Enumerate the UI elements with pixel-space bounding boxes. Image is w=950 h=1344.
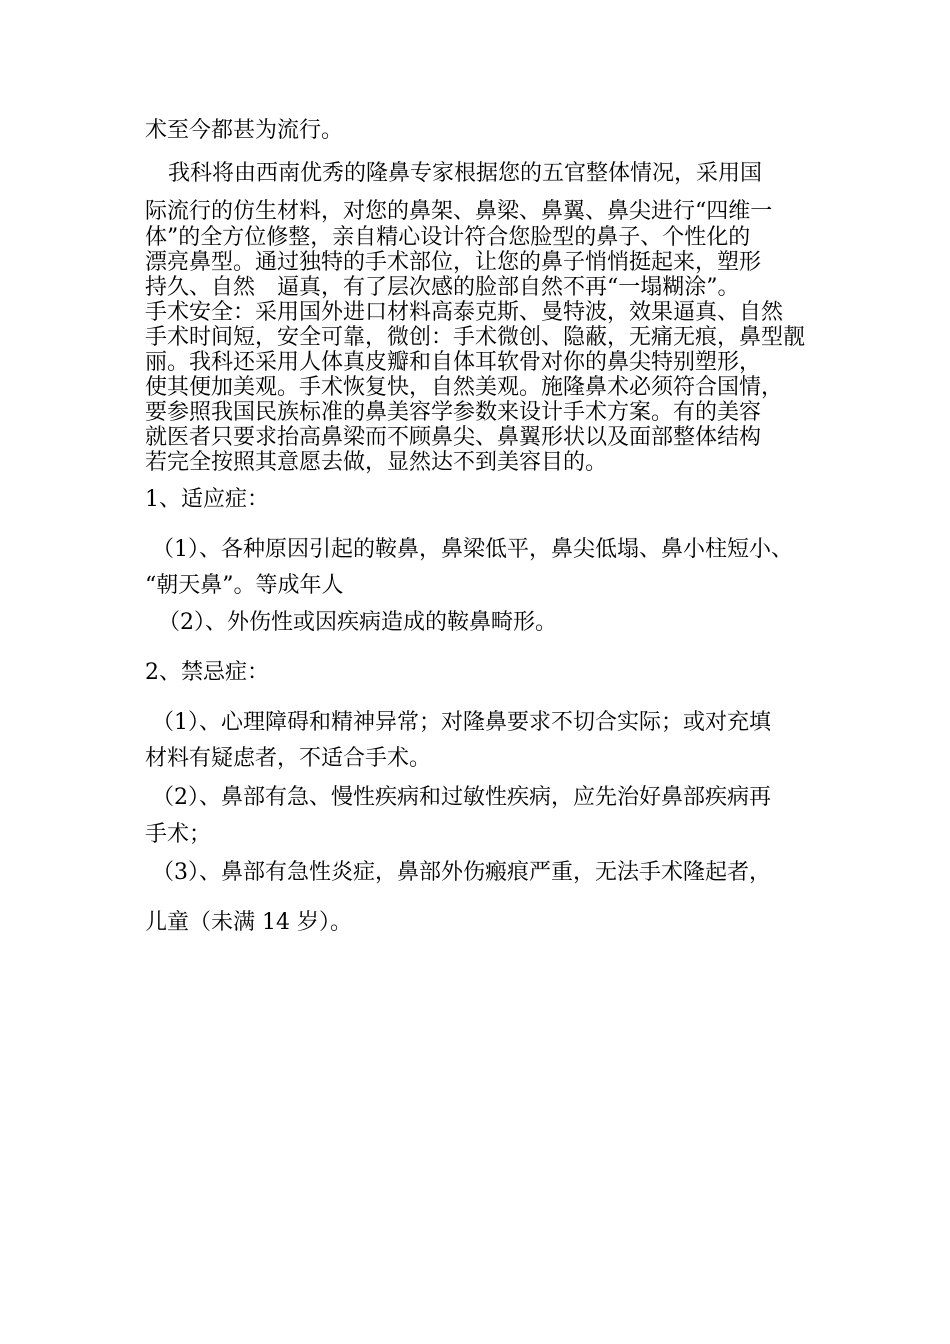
text-line: 漂亮鼻型。通过独特的手术部位，让您的鼻子悄悄挺起来，塑形 bbox=[145, 250, 762, 275]
text-line: 持久、自然 逼真，有了层次感的脸部自然不再“一塌糊涂”。 bbox=[145, 275, 740, 300]
text-line: 材料有疑虑者，不适合手术。 bbox=[145, 746, 432, 771]
text-line: 我科将由西南优秀的隆鼻专家根据您的五官整体情况，采用国 bbox=[168, 161, 763, 186]
text-line: 体”的全方位修整，亲自精心设计符合您脸型的鼻子、个性化的 bbox=[145, 225, 751, 250]
text-line: 手术； bbox=[145, 822, 212, 847]
text-line: （2）、外伤性或因疾病造成的鞍鼻畸形。 bbox=[158, 610, 557, 635]
text-line: 手术安全：采用国外进口材料高泰克斯、曼特波，效果逼真、自然 bbox=[145, 300, 784, 325]
text-line: 术至今都甚为流行。 bbox=[145, 118, 344, 143]
text-line: （1）、各种原因引起的鞍鼻，鼻梁低平，鼻尖低塌、鼻小柱短小、 bbox=[152, 537, 793, 562]
text-line: 使其便加美观。手术恢复快，自然美观。施隆鼻术必须符合国情， bbox=[145, 375, 784, 400]
text-line: “朝天鼻”。等成年人 bbox=[145, 573, 344, 598]
text-line: （2）、鼻部有急、慢性疾病和过敏性疾病，应先治好鼻部疾病再 bbox=[152, 785, 771, 810]
text-line: 要参照我国民族标准的鼻美容学参数来设计手术方案。有的美容 bbox=[145, 400, 762, 425]
section-heading: 2、禁忌症： bbox=[145, 660, 269, 685]
section-heading: 1、适应症： bbox=[145, 487, 269, 512]
text-line: （3）、鼻部有急性炎症，鼻部外伤瘢痕严重，无法手术隆起者， bbox=[152, 860, 771, 885]
text-line: 丽。我科还采用人体真皮瓣和自体耳软骨对你的鼻尖特别塑形， bbox=[145, 350, 762, 375]
text-line: 若完全按照其意愿去做，显然达不到美容目的。 bbox=[145, 450, 608, 475]
text-line: 儿童（未满 14 岁）。 bbox=[145, 910, 352, 935]
text-line: （1）、心理障碍和精神异常；对隆鼻要求不切合实际；或对充填 bbox=[152, 710, 771, 735]
text-line: 际流行的仿生材料，对您的鼻架、鼻梁、鼻翼、鼻尖进行“四维一 bbox=[145, 199, 773, 224]
text-line: 就医者只要求抬高鼻梁而不顾鼻尖、鼻翼形状以及面部整体结构 bbox=[145, 425, 762, 450]
text-line: 手术时间短，安全可靠，微创：手术微创、隐蔽，无痛无痕，鼻型靓 bbox=[145, 325, 806, 350]
